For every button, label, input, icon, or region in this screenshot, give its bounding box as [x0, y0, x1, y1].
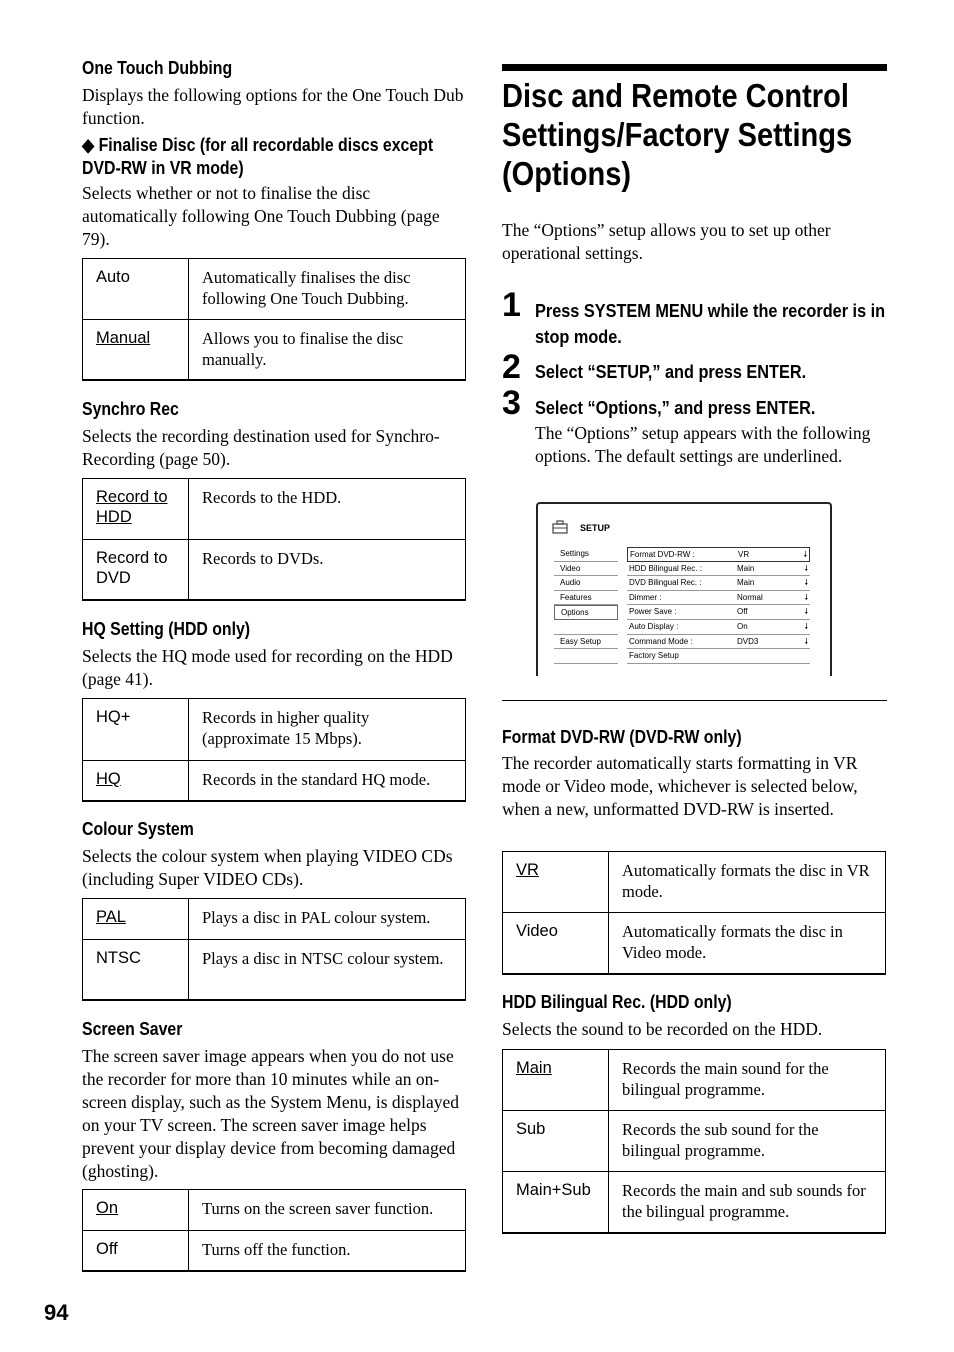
option-key: NTSC — [83, 940, 189, 1000]
option-key: Video — [503, 913, 609, 974]
bilingual-heading: HDD Bilingual Rec. (HDD only) — [502, 992, 732, 1012]
menu-side-item: Video — [554, 562, 618, 577]
menu-row-value: Main — [737, 563, 755, 573]
option-desc: Automatically formats the disc in VR mode. — [609, 852, 886, 913]
format-heading: Format DVD-RW (DVD-RW only) — [502, 727, 742, 747]
finalise-text: Selects whether or not to finalise the disc automatically following One Touch Dubbing (page 79). — [82, 183, 440, 249]
option-key: Auto — [83, 259, 189, 320]
arrow-down-icon: 🠗 — [804, 592, 808, 602]
step3-note: The “Options” setup appears with the following options. The default settings are underlined. — [535, 423, 871, 466]
option-desc: Records in the standard HQ mode. — [189, 761, 466, 801]
option-desc: Records to the HDD. — [189, 479, 466, 540]
finalise-table — [82, 258, 466, 381]
table-row — [83, 1231, 466, 1271]
menu-side-item: Features — [554, 591, 618, 606]
option-desc: Records in higher quality (approximate 15 Mbps). — [189, 699, 466, 761]
menu-row — [627, 635, 810, 650]
table-row — [503, 1050, 886, 1111]
menu-row-label: Auto Display : — [629, 621, 679, 631]
format-table — [502, 851, 886, 975]
option-key: Main+Sub — [503, 1172, 609, 1233]
intro-text: The “Options” setup allows you to set up other operational settings. — [502, 220, 831, 263]
synchro-heading: Synchro Rec — [82, 399, 179, 419]
colour-text: Selects the colour system when playing VIDEO CDs (including Super VIDEO CDs). — [82, 846, 453, 889]
hq-table — [82, 698, 466, 802]
one-touch-text: Displays the following options for the One Touch Dub function. — [82, 85, 464, 128]
menu-row-label: Dimmer : — [629, 592, 662, 602]
menu-row — [627, 591, 810, 606]
saver-heading: Screen Saver — [82, 1019, 183, 1039]
option-key-default: Manual — [96, 329, 151, 347]
option-desc: Records the sub sound for the bilingual programme. — [609, 1111, 886, 1172]
option-desc: Automatically finalises the disc following One Touch Dubbing. — [189, 259, 466, 320]
option-desc: Plays a disc in NTSC colour system. — [189, 940, 466, 1000]
table-row — [83, 1190, 466, 1231]
menu-row — [627, 576, 810, 591]
colour-table — [82, 898, 466, 1001]
finalise-heading-1: ◆ Finalise Disc (for all recordable discs except — [82, 135, 434, 155]
option-desc: Automatically formats the disc in Video mode. — [609, 913, 886, 974]
hq-text: Selects the HQ mode used for recording on the HDD (page 41). — [82, 646, 453, 689]
step-number: 1 — [502, 286, 521, 324]
menu-row — [627, 605, 810, 620]
arrow-down-icon: 🠗 — [804, 563, 808, 573]
synchro-table — [82, 478, 466, 601]
menu-sidebar — [554, 547, 618, 664]
arrow-down-icon: 🠗 — [804, 607, 808, 617]
menu-row — [627, 620, 810, 635]
menu-side-item: Audio — [554, 576, 618, 591]
toolbox-icon — [552, 520, 568, 534]
menu-side-item-selected: Options — [554, 605, 618, 620]
menu-side-item: Settings — [554, 547, 618, 562]
menu-row-label: Format DVD-RW : — [630, 550, 695, 559]
table-row — [83, 540, 466, 600]
option-key-default: Record to HDD — [96, 488, 168, 526]
option-desc: Allows you to finalise the disc manually. — [189, 320, 466, 380]
table-row — [83, 479, 466, 540]
option-desc: Plays a disc in PAL colour system. — [189, 899, 466, 940]
option-key: Sub — [503, 1111, 609, 1172]
menu-row-value: Normal — [737, 592, 763, 602]
setup-menu-screenshot — [536, 502, 832, 676]
section-divider — [502, 700, 887, 701]
table-row — [83, 259, 466, 320]
finalise-heading-2: DVD-RW in VR mode) — [82, 158, 244, 178]
menu-row — [627, 562, 810, 577]
menu-row-value: VR — [738, 550, 750, 559]
menu-row-label: Factory Setup — [629, 651, 679, 661]
title-rule — [502, 64, 887, 71]
step-text: Press SYSTEM MENU while the recorder is in stop mode. — [535, 300, 886, 347]
page-title: Disc and Remote Control Settings/Factory Settings (Options) — [502, 77, 853, 192]
menu-row-selected — [627, 547, 810, 562]
format-text: The recorder automatically starts formatting in VR mode or Video mode, whichever is selected below, when a new, unformatted DVD-RW is inserted. — [502, 753, 858, 819]
hq-heading: HQ Setting (HDD only) — [82, 619, 251, 639]
table-row — [503, 852, 886, 913]
menu-row-label: HDD Bilingual Rec. : — [629, 563, 702, 573]
option-key-default: HQ — [96, 770, 121, 788]
colour-heading: Colour System — [82, 819, 194, 839]
saver-text: The screen saver image appears when you do not use the recorder for more than 10 minutes while an on-screen display, such as the System Menu, is displayed on your TV screen. The screen saver image helps prevent your display device from becoming damaged (ghosting). — [82, 1046, 459, 1181]
table-row — [83, 320, 466, 380]
option-desc: Records to DVDs. — [189, 540, 466, 600]
menu-side-item: Easy Setup — [554, 635, 618, 650]
arrow-down-icon: 🠗 — [804, 636, 808, 646]
table-row — [83, 940, 466, 1000]
option-key: Record to DVD — [83, 540, 189, 600]
step-number: 3 — [502, 384, 521, 422]
menu-row-label: DVD Bilingual Rec. : — [629, 578, 702, 588]
bilingual-text: Selects the sound to be recorded on the HDD. — [502, 1019, 823, 1039]
option-key-default: On — [96, 1199, 119, 1217]
option-desc: Records the main sound for the bilingual programme. — [609, 1050, 886, 1111]
option-desc: Turns off the function. — [189, 1231, 466, 1271]
option-key-default: VR — [516, 861, 539, 879]
menu-row-value: DVD3 — [737, 636, 759, 646]
menu-row — [627, 649, 810, 664]
menu-side-item — [554, 620, 618, 635]
page-number: 94 — [44, 1300, 69, 1325]
synchro-text: Selects the recording destination used for Synchro-Recording (page 50). — [82, 426, 440, 469]
option-desc: Records the main and sub sounds for the bilingual programme. — [609, 1172, 886, 1233]
menu-side-item — [554, 649, 618, 664]
table-row — [503, 1172, 886, 1233]
option-key: Off — [83, 1231, 189, 1271]
table-row — [503, 913, 886, 974]
menu-rows — [627, 547, 810, 664]
step-text: Select “SETUP,” and press ENTER. — [535, 361, 807, 382]
option-key: HQ+ — [83, 699, 189, 761]
table-row — [83, 699, 466, 761]
menu-title: SETUP — [580, 523, 611, 533]
table-row — [503, 1111, 886, 1172]
option-key-default: Main — [516, 1059, 552, 1077]
menu-row-value: Off — [737, 607, 748, 617]
table-row — [83, 761, 466, 801]
arrow-down-icon: 🠗 — [803, 550, 807, 559]
menu-row-value: Main — [737, 578, 755, 588]
option-desc: Turns on the screen saver function. — [189, 1190, 466, 1231]
table-row — [83, 899, 466, 940]
saver-table — [82, 1189, 466, 1272]
one-touch-heading: One Touch Dubbing — [82, 58, 233, 78]
bilingual-table — [502, 1049, 886, 1234]
arrow-down-icon: 🠗 — [804, 621, 808, 631]
option-key-default: PAL — [96, 908, 126, 926]
menu-row-label: Power Save : — [629, 607, 677, 617]
step-number: 2 — [502, 348, 521, 386]
step-text: Select “Options,” and press ENTER. — [535, 397, 816, 418]
menu-row-label: Command Mode : — [629, 636, 693, 646]
menu-row-value: On — [737, 621, 748, 631]
arrow-down-icon: 🠗 — [804, 578, 808, 588]
